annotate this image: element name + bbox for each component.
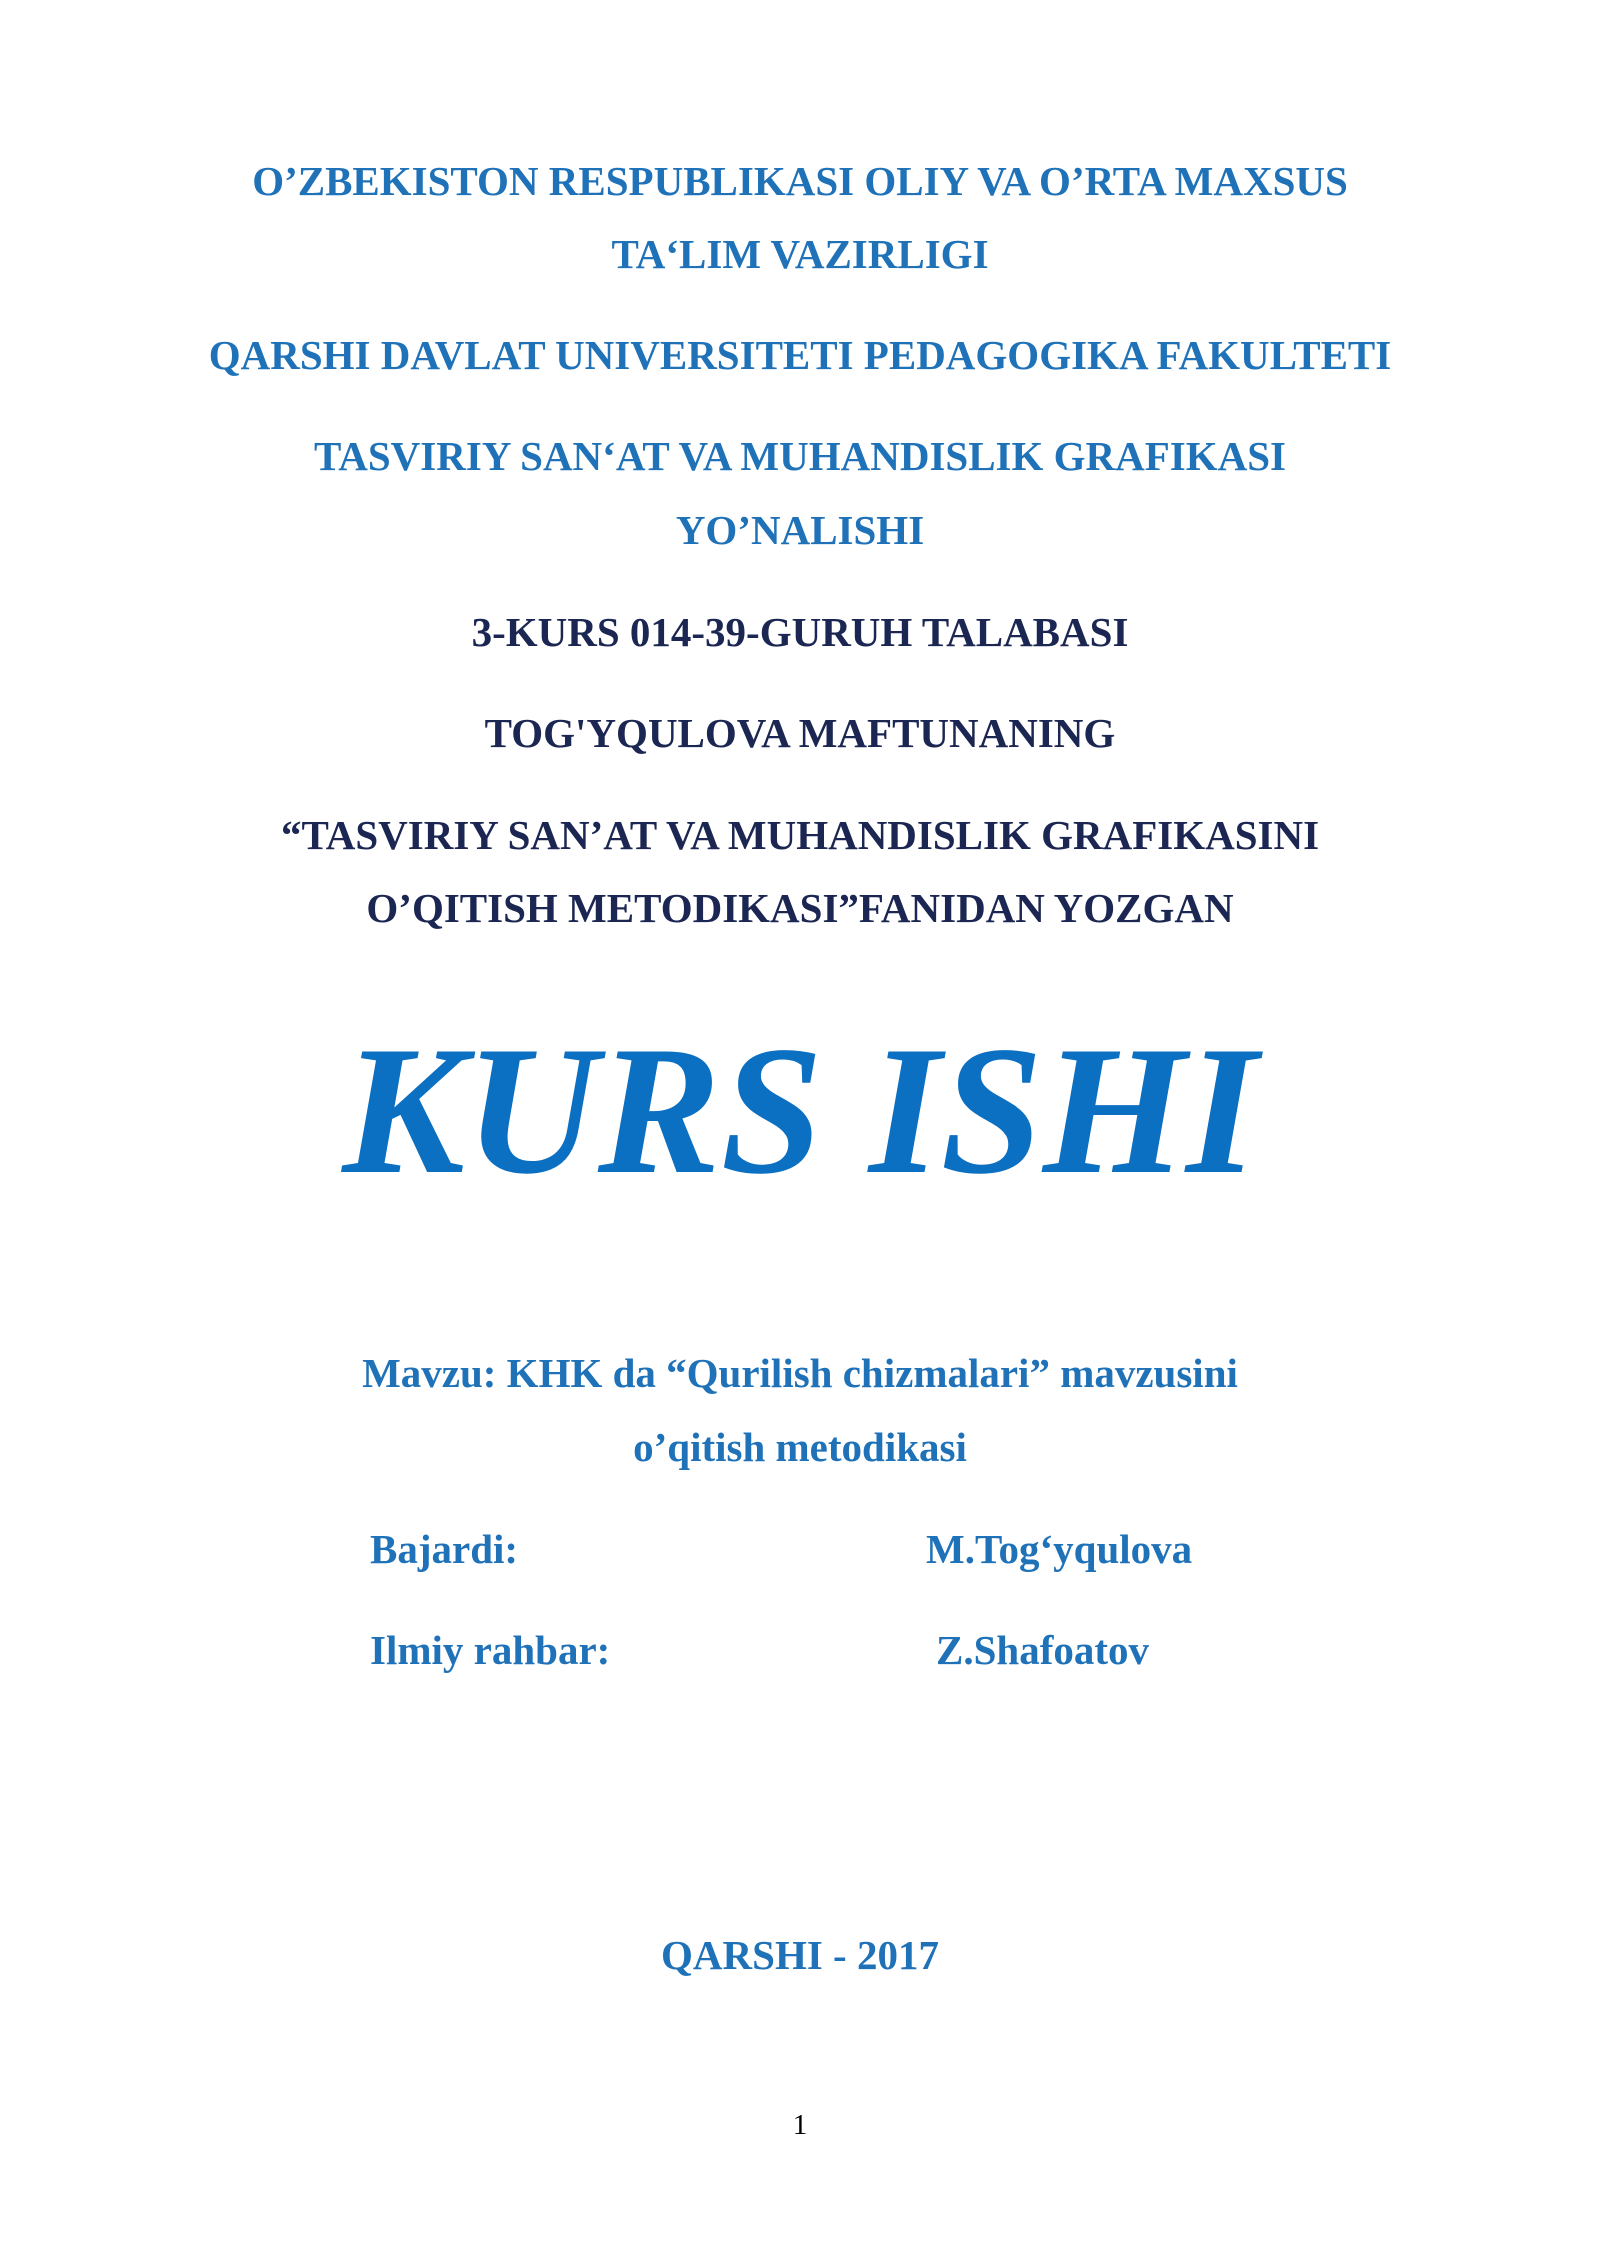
- direction-line-1: TASVIRIY SAN‘AT VA MUHANDISLIK GRAFIKASI: [313, 433, 1287, 479]
- ministry-line-1: O’ZBEKISTON RESPUBLIKASI OLIY VA O’RTA MAXSUS: [252, 158, 1348, 204]
- city-year: QARSHI - 2017: [661, 1932, 939, 1978]
- student-name-line: TOG'YQULOVA MAFTUNANING: [484, 710, 1116, 756]
- supervisor-label: Ilmiy rahbar:: [370, 1627, 611, 1673]
- ministry-line-2: TA‘LIM VAZIRLIGI: [611, 231, 989, 277]
- document-title: KURS ISHI: [342, 1008, 1258, 1212]
- subject-line-1: “TASVIRIY SAN’AT VA MUHANDISLIK GRAFIKASINI: [280, 812, 1320, 858]
- direction-line-2: YO’NALISHI: [675, 507, 925, 553]
- topic-line-2: o’qitish metodikasi: [633, 1424, 967, 1470]
- course-group-line: 3-KURS 014-39-GURUH TALABASI: [471, 609, 1129, 655]
- subject-line-2: O’QITISH METODIKASI”FANIDAN YOZGAN: [366, 885, 1234, 931]
- performed-label: Bajardi:: [370, 1526, 519, 1572]
- supervisor-name: Z.Shafoatov: [936, 1627, 1150, 1673]
- topic-line-1: Mavzu: KHK da “Qurilish chizmalari” mavzusini: [362, 1350, 1238, 1396]
- performed-name: M.Tog‘yqulova: [926, 1526, 1193, 1572]
- page-number: 1: [792, 2109, 808, 2141]
- university-line: QARSHI DAVLAT UNIVERSITETI PEDAGOGIKA FAKULTETI: [208, 332, 1392, 378]
